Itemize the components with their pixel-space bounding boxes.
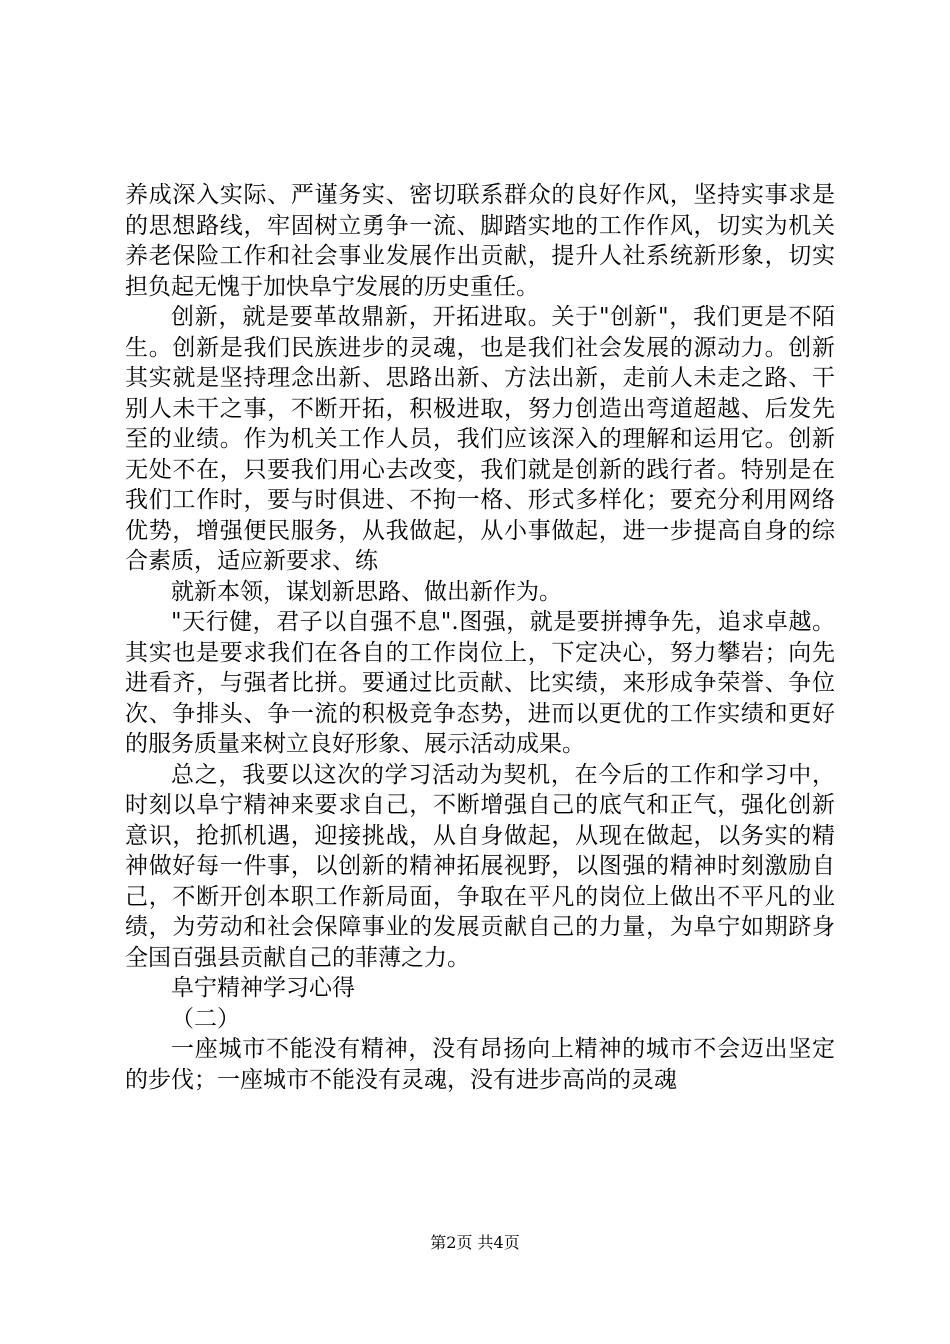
paragraph: （二） [171,1005,240,1032]
page-footer: 第2页 共4页 [430,1233,520,1252]
paragraph: 创新，就是要革故鼎新，开拓进取。关于"创新"，我们更是不陌生。创新是我们民族进步的灵魂，也是我们社会发展的源动力。创新其实就是坚持理念出新、思路出新、方法出新，走前人未走之路、干别人未干之事，不断开拓，积极进取，努力创造出弯道超越、后发先至的业绩。作为机关工作人员，我们应该深入的理解和运用它。创新无处不在，只要我们用心去改变，我们就是创新的践行者。特别是在我们工作时，要与时俱进、不拘一格、形式多样化；要充分利用网络优势，增强便民服务，从我做起，从小事做起，进一步提高自身的综合素质，适应新要求、练 [125,304,835,574]
paragraph: 养成深入实际、严谨务实、密切联系群众的良好作风，坚持实事求是的思想路线，牢固树立勇争一流、脚踏实地的工作作风，切实为机关养老保险工作和社会事业发展作出贡献，提升人社系统新形象，切实担负起无愧于加快阜宁发展的历史重任。 [125,182,835,300]
paragraph: 一座城市不能没有精神，没有昂扬向上精神的城市不会迈出坚定的步伐；一座城市不能没有灵魂，没有进步高尚的灵魂 [125,1036,835,1093]
paragraph: 就新本领，谋划新思路、做出新作为。 [171,578,562,605]
paragraph: "天行健，君子以自强不息".图强，就是要拼搏争先，追求卓越。其实也是要求我们在各自的工作岗位上，下定决心，努力攀岩；向先进看齐，与强者比拼。要通过比贡献、比实绩，来形成争荣誉、争位次、争排头、争一流的积极竞争态势，进而以更优的工作实绩和更好的服务质量来树立良好形象、展示活动成果。 [125,609,835,757]
paragraph: 总之，我要以这次的学习活动为契机，在今后的工作和学习中，时刻以阜宁精神来要求自己，不断增强自己的底气和正气，强化创新意识，抢抓机遇，迎接挑战，从自身做起，从现在做起，以务实的精神做好每一件事，以创新的精神拓展视野，以图强的精神时刻激励自己，不断开创本职工作新局面，争取在平凡的岗位上做出不平凡的业绩，为劳动和社会保障事业的发展贡献自己的力量，为阜宁如期跻身全国百强县贡献自己的菲薄之力。 [125,761,835,971]
document-body [125,180,835,1095]
paragraph: 阜宁精神学习心得 [171,975,355,1001]
